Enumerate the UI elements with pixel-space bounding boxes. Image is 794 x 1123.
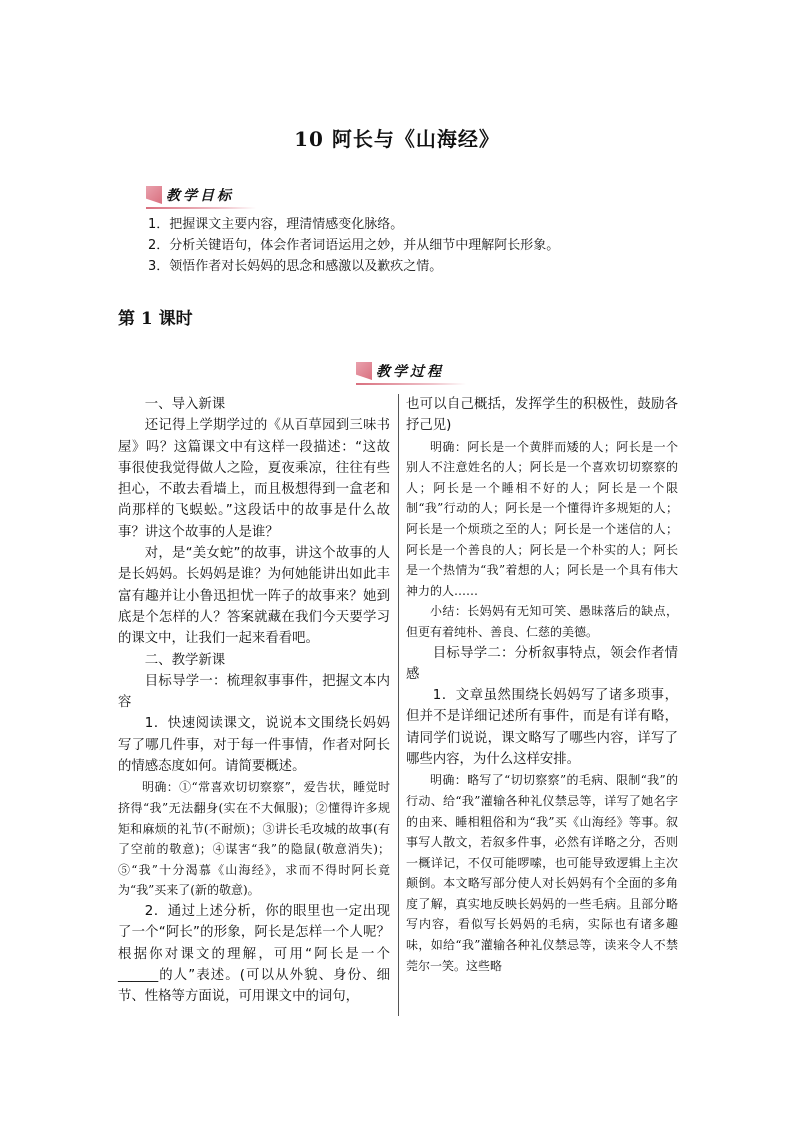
column-divider — [398, 394, 399, 1016]
goal-item: 2．分析关键语句，体会作者词语运用之妙，并从细节中理解阿长形象。 — [148, 238, 560, 253]
tag-marker-icon — [146, 186, 162, 204]
tag-underline — [146, 207, 256, 209]
answer-paragraph: 明确：阿长是一个黄胖而矮的人；阿长是一个别人不注意姓名的人；阿长是一个喜欢切切察察的人；阿长是一个睡相不好的人；阿长是一个限制“我”行动的人；阿长是一个懂得许多规矩的人；阿长是一个烦琐之至的人；阿长是一个迷信的人；阿长是一个善良的人；阿长是一个朴实的人；阿长是一个热情为“我”着想的人；阿长是一个具有伟大神力的人…… — [406, 439, 678, 598]
paragraph: 对，是“美女蛇”的故事，讲这个故事的人是长妈妈。长妈妈是谁？为何她能讲出如此丰富有趣并让小鲁迅担忧一阵子的故事来？她到底是个怎样的人？答案就藏在我们今天要学习的课文中，让我们一起来看看吧。 — [118, 546, 390, 647]
paragraph: 1．快速阅读课文，说说本文围绕长妈妈写了哪几件事，对于每一件事情，作者对阿长的情感态度如何。请简要概述。 — [118, 716, 390, 775]
right-column — [406, 394, 678, 976]
section-tag-goals — [146, 184, 256, 206]
section-label: 教学过程 — [376, 364, 444, 380]
summary-paragraph: 小结：长妈妈有无知可笑、愚昧落后的缺点，但更有着纯朴、善良、仁慈的美德。 — [406, 604, 678, 639]
goal-item: 1．把握课文主要内容，理清情感变化脉络。 — [148, 217, 404, 232]
section-heading: 二、教学新课 — [144, 652, 226, 668]
goal-item: 3．领悟作者对长妈妈的思念和感激以及歉疚之情。 — [148, 259, 443, 274]
paragraph: 也可以自己概括，发挥学生的积极性，鼓励各抒己见) — [406, 397, 678, 434]
left-column — [118, 394, 390, 1007]
paragraph: 1．文章虽然围绕长妈妈写了诸多琐事，但并不是详细记述所有事件，而是有详有略，请同学们说说，课文略写了哪些内容，详写了哪些内容，为什么这样安排。 — [406, 688, 678, 768]
section-label: 教学目标 — [166, 188, 234, 204]
page-title: 10 阿长与《山海经》 — [294, 127, 500, 151]
answer-paragraph: 明确：①“常喜欢切切察察”，爱告状，睡觉时挤得“我”无法翻身(实在不大佩服)；②懂得许多规矩和麻烦的礼节(不耐烦)；③讲长毛攻城的故事(有了空前的敬意)；④谋害“我”的隐鼠(敬意消失)；⑤“我”十分渴慕《山海经》，求而不得时阿长竟为“我”买来了(新的敬意)。 — [118, 780, 390, 898]
section-tag-process — [356, 360, 466, 382]
subheading: 目标导学二：分析叙事特点，领会作者情感 — [406, 645, 678, 682]
paragraph: 还记得上学期学过的《从百草园到三味书屋》吗？这篇课文中有这样一段描述：“这故事很使我觉得做人之险，夏夜乘凉，往往有些担心，不敢去看墙上，而且极想得到一盒老和尚那样的飞蜈蚣。”这段话中的故事是什么故事？讲这个故事的人是谁？ — [118, 418, 390, 540]
goals-list — [148, 214, 708, 277]
lesson-title: 第 1 课时 — [118, 309, 193, 329]
section-heading: 一、导入新课 — [144, 397, 226, 412]
subheading: 目标导学一：梳理叙事事件，把握文本内容 — [118, 673, 390, 711]
tag-underline — [356, 383, 466, 385]
answer-paragraph: 明确：略写了“切切察察”的毛病、限制“我”的行动、给“我”灌输各种礼仪禁忌等，详写了她名字的由来、睡相粗俗和为“我”买《山海经》等事。叙事写人散文，若叙多件事，必然有详略之分，否则一概详记，不仅可能啰嗦，也可能导致逻辑上主次颠倒。本文略写部分使人对长妈妈有个全面的多角度了解，真实地反映长妈妈的一些毛病。且部分略写内容，看似写长妈妈的毛病，实际也有诸多趣味，如给“我”灌输各种礼仪禁忌等，读来令人不禁莞尔一笑。这些略 — [406, 773, 678, 973]
tag-marker-icon — [356, 362, 372, 380]
paragraph: 2．通过上述分析，你的眼里也一定出现了一个“阿长”的形象，阿长是怎样一个人呢？根据你对课文的理解，可用“阿长是一个______的人”表述。(可以从外貌、身份、细节、性格等方面说，可用课文中的词句， — [118, 903, 390, 1005]
